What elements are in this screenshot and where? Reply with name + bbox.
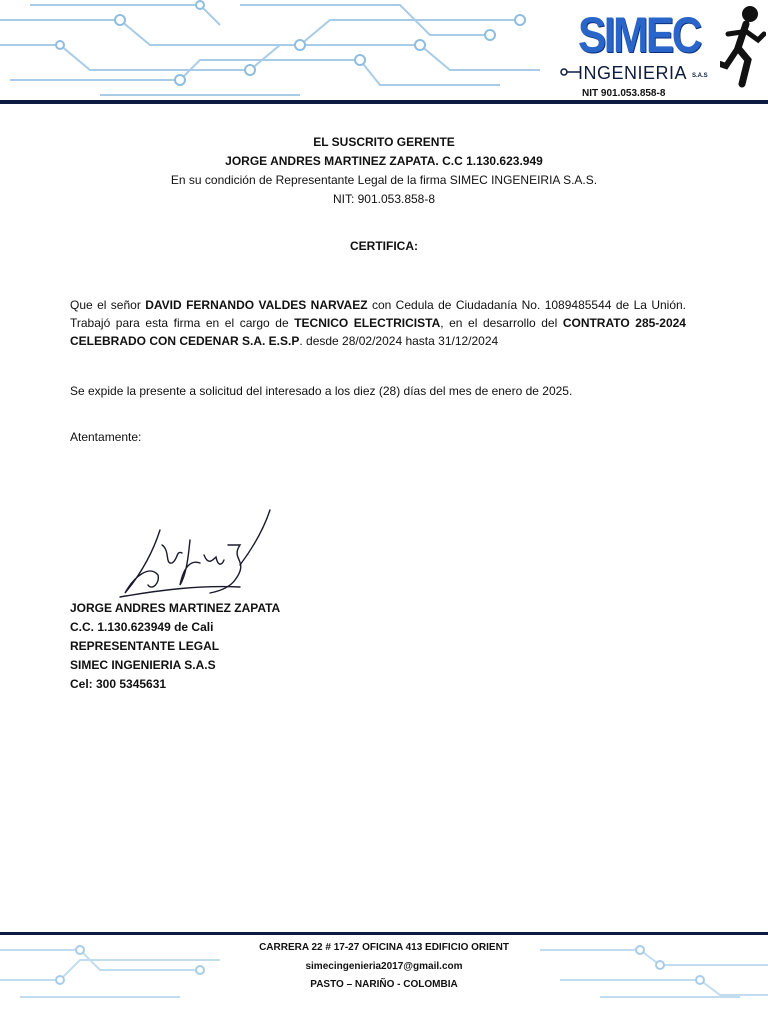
signer-block xyxy=(70,599,470,694)
footer-email: simecingenieria2017@gmail.com xyxy=(305,960,463,972)
contract-reference: CONTRATO 285-2024 CELEBRADO CON CEDENAR S.A. E.S.P xyxy=(70,316,686,348)
header-nit: NIT 901.053.858-8 xyxy=(582,88,666,99)
signer-phone: Cel: 300 5345631 xyxy=(70,677,167,691)
logo-subtitle: INGENIERIA xyxy=(578,63,688,83)
heading-condition: En su condición de Representante Legal de la firma SIMEC INGENEIRIA S.A.S. xyxy=(170,173,598,187)
company-logo xyxy=(560,0,768,100)
closing-text: Atentamente: xyxy=(70,430,142,444)
handwritten-signature xyxy=(100,505,280,605)
p1-text-1: Que el señor xyxy=(70,298,146,312)
signer-name: JORGE ANDRES MARTINEZ ZAPATA xyxy=(70,601,281,615)
footer-city: PASTO – NARIÑO - COLOMBIA xyxy=(310,979,458,990)
logo-wordmark: SIMEC xyxy=(578,7,700,63)
circuit-pattern-graphic xyxy=(0,0,560,100)
heading-manager: JORGE ANDRES MARTINEZ ZAPATA. C.C 1.130.623.949 xyxy=(225,154,543,168)
logo-suffix: S.A.S xyxy=(692,73,708,79)
letterhead-header xyxy=(0,0,768,106)
heading-title: EL SUSCRITO GERENTE xyxy=(313,135,455,149)
p1-text-2: con Cedula de Ciudadanía No. 1089485544 de La Unión. Trabajó para esta firma en el cargo de xyxy=(70,298,687,330)
header-divider xyxy=(0,100,768,104)
certification-paragraph xyxy=(70,296,686,350)
logo-connector-icon xyxy=(560,68,580,76)
footer-address: CARRERA 22 # 17-27 OFICINA 413 EDIFICIO ORIENT xyxy=(259,942,509,953)
employee-role: TECNICO ELECTRICISTA xyxy=(294,316,441,330)
p1-text-3: , en el desarrollo del xyxy=(440,316,563,330)
p1-text-4: . desde 28/02/2024 hasta 31/12/2024 xyxy=(299,334,499,348)
issue-paragraph: Se expide la presente a solicitud del interesado a los diez (28) días del mes de enero de 2025. xyxy=(70,384,573,398)
signer-role: REPRESENTANTE LEGAL xyxy=(70,639,220,653)
footer-contact xyxy=(0,939,768,995)
running-figure-icon xyxy=(720,4,766,88)
certifica-label: CERTIFICA: xyxy=(350,239,418,253)
signer-id: C.C. 1.130.623949 de Cali xyxy=(70,620,214,634)
heading-nit: NIT: 901.053.858-8 xyxy=(332,192,436,206)
employee-name: DAVID FERNANDO VALDES NARVAEZ xyxy=(145,298,368,312)
signer-company: SIMEC INGENIERIA S.A.S xyxy=(70,658,216,672)
